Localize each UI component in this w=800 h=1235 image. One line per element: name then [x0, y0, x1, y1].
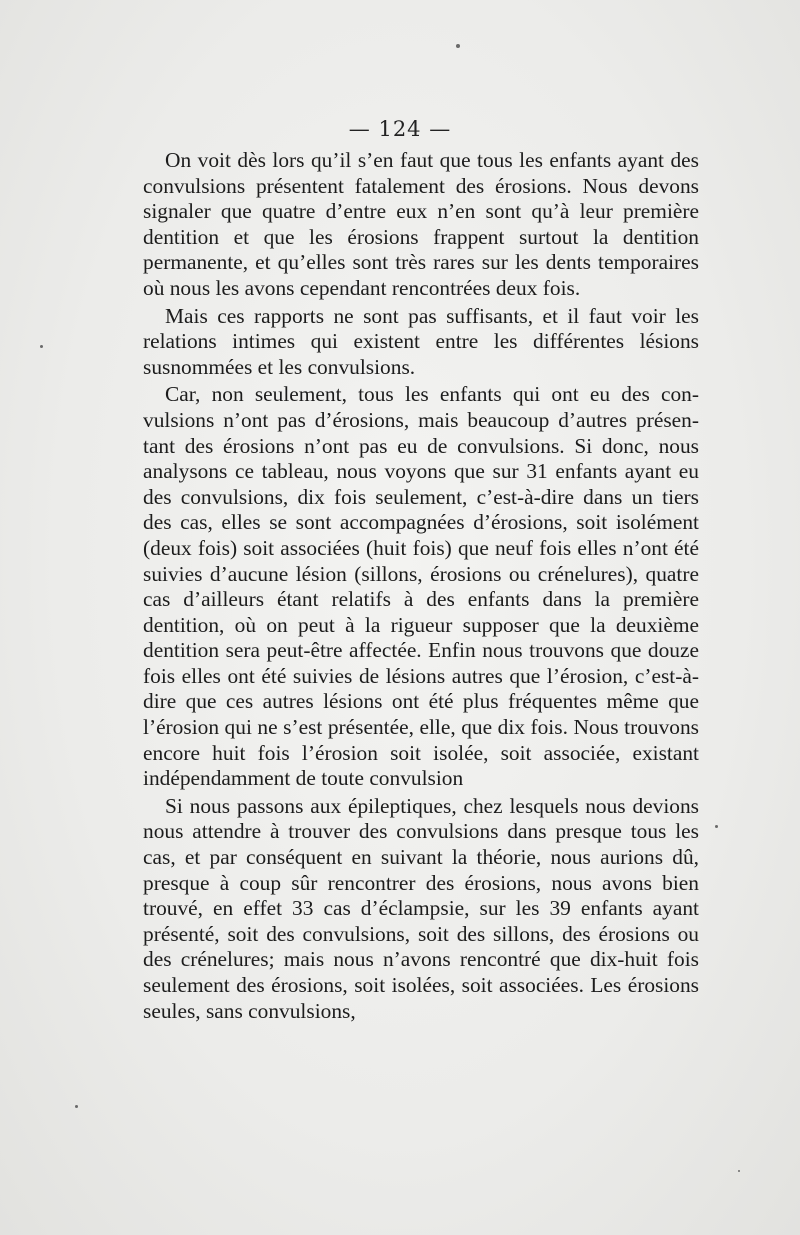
scan-speck [715, 825, 718, 828]
scan-speck [456, 44, 460, 48]
paragraph-3: Car, non seulement, tous les enfants qui ont eu des convulsions n’ont pas d’érosions, mais beaucoup d’autres présentant des érosions n’ont pas eu de convulsions. Si donc, nous analysons ce tableau, nous voyons que sur 31 enfants ayant eu des convulsions, dix fois seulement, c’est-à-dire dans un tiers des cas, elles se sont accompagnées d’érosions, soit isolément (deux fois) soit associées (huit fois) que neuf fois elles n’ont été suivies d’aucune lésion (sillons, érosions ou crénelures), quatre cas d’ailleurs étant relatifs à des enfants dans la première dentition, où on peut à la rigueur supposer que la deuxième dentition sera peut-être affectée. Enfin nous trouvons que douze fois elles ont été suivies de lésions autres que l’érosion, c’est-à-dire que ces autres lésions ont été plus fréquentes même que l’érosion qui ne s’est présentée, elle, que dix fois. Nous trouvons encore huit fois l’érosion soit isolée, soit associée, existant indépendamment de toute convulsion [143, 382, 699, 791]
scan-speck [738, 1170, 740, 1172]
page-number: — 124 — [348, 117, 452, 141]
paragraph-1: On voit dès lors qu’il s’en faut que tous les enfants ayant des convulsions présentent fatalement des érosions. Nous devons signaler que quatre d’entre eux n’en sont qu’à leur première dentition et que les érosions frappent surtout la dentition permanente, et qu’elles sont très rares sur les dents temporaires où nous les avons cependant rencontrées deux fois. [143, 148, 699, 300]
scan-speck [75, 1105, 78, 1108]
body-text [143, 148, 699, 1024]
paragraph-4: Si nous passons aux épileptiques, chez lesquels nous devions nous attendre à trouver des convulsions dans presque tous les cas, et par conséquent en suivant la théorie, nous aurions dû, presque à coup sûr rencontrer des érosions, nous avons bien trouvé, en effet 33 cas d’éclampsie, sur les 39 enfants ayant présenté, soit des convulsions, soit des sillons, des érosions ou des crénelures; mais nous n’avons rencontré que dix-huit fois seulement des érosions, soit isolées, soit associées. Les érosions seules, sans convulsions, [143, 793, 699, 1023]
paragraph-2: Mais ces rapports ne sont pas suffisants, et il faut voir les relations intimes qui existent entre les différentes lésions susnommées et les convulsions. [143, 303, 699, 379]
scan-speck [40, 345, 43, 348]
